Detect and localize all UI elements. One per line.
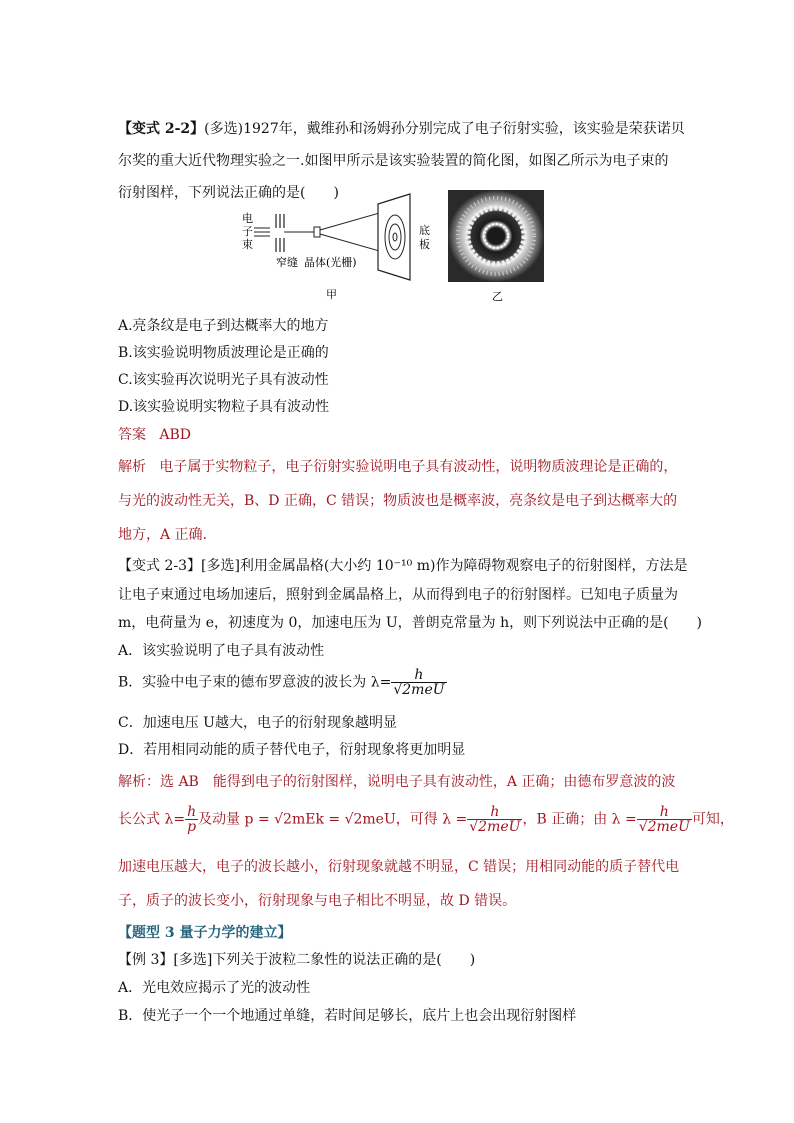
v23-option-d: D．若用相同动能的质子替代电子，衍射现象将更加明显: [118, 742, 466, 758]
v23-option-a: A．该实验说明了电子具有波动性: [118, 643, 325, 659]
v22-option-d: D.该实验说明实物粒子具有波动性: [118, 399, 330, 415]
v22-expl3: 地方，A 正确.: [118, 527, 208, 543]
ex3-option-a: A．光电效应揭示了光的波动性: [118, 980, 311, 996]
v22-expl1: 解析 电子属于实物粒子，电子衍射实验说明电子具有波动性，说明物质波理论是正确的，: [118, 459, 678, 475]
formula-wavelength: $\frac{h}{\text{√2meU}}$: [393, 667, 445, 698]
topic-heading: 【题型 3 量子力学的建立】: [118, 925, 292, 941]
v23-sol4: 子，质子的波长变小，衍射现象与电子相比不明显，故 D 错误。: [118, 893, 517, 909]
formula-lambda-1: $\frac{h}{\text{√2meU}}$: [469, 804, 521, 835]
v22-line1: 【变式 2-2】(多选)1927年，戴维孙和汤姆孙分别完成了电子衍射实验，该实验是荣获诺贝: [118, 121, 685, 137]
v22-tag: 【变式 2-2】: [118, 121, 205, 137]
fig-crystal-label: 晶体(光栅): [304, 256, 357, 269]
fig-plate-char2: 板: [419, 238, 430, 251]
v23-line1: 【变式 2-3】[多选]利用金属晶格(大小约 10⁻¹⁰ m)作为障碍物观察电子的衍射图样，方法是: [118, 558, 688, 574]
fig-beam-char3: 束: [242, 238, 253, 251]
v23-line3: m，电荷量为 e，初速度为 0，加速电压为 U，普朗克常量为 h，则下列说法中正确的是( ): [118, 615, 703, 631]
figure-diffraction-pattern: [448, 190, 548, 308]
formula-lambda-2: $\frac{h}{\text{√2meU}}$: [638, 804, 690, 835]
fig-beam-char1: 电: [242, 212, 253, 225]
formula-h-over-p: $\frac{h}{p}$: [187, 804, 197, 835]
v23-option-c: C．加速电压 U越大，电子的衍射现象越明显: [118, 715, 397, 731]
ex3-option-b: B．使光子一个一个地通过单缝，若时间足够长，底片上也会出现衍射图样: [118, 1008, 577, 1024]
v22-option-c: C.该实验再次说明光子具有波动性: [118, 372, 329, 388]
v22-expl2: 与光的波动性无关，B、D 正确，C 错误；物质波也是概率波，亮条纹是电子到达概率大的: [118, 493, 678, 509]
fig-slit-label: 窄缝: [276, 256, 298, 269]
fig-caption-a: 甲: [326, 288, 337, 301]
v22-option-b: B.该实验说明物质波理论是正确的: [118, 345, 329, 361]
v23-sol2: 长公式 λ= $\frac{h}{p}$ 及动量 p = √2mEk = √2meU，可得 λ = $\frac{h}{\text{√2meU}}$ ，B 正确；由 λ = $\frac{h}{\text{√2meU}}$ 可知，: [118, 804, 734, 835]
v22-answer: 答案 ABD: [118, 427, 191, 443]
fig-beam-char2: 子: [242, 225, 253, 238]
v23-tag: 【变式 2-3】: [118, 558, 201, 574]
fig-plate-char1: 底: [419, 224, 430, 237]
v22-option-a: A.亮条纹是电子到达概率大的地方: [118, 318, 329, 334]
v23-option-b: B．实验中电子束的德布罗意波的波长为 λ= $\frac{h}{\text{√2meU}}$: [118, 667, 445, 698]
v22-line2: 尔奖的重大近代物理实验之一.如图甲所示是该实验装置的简化图，如图乙所示为电子束的: [118, 153, 669, 169]
figure-apparatus: [240, 192, 440, 312]
fig-caption-b: 乙: [492, 290, 503, 303]
ex3-stem: 【例 3】[多选]下列关于波粒二象性的说法正确的是( ): [118, 952, 476, 968]
v23-sol3: 加速电压越大，电子的波长越小，衍射现象就越不明显，C 错误；用相同动能的质子替代电: [118, 859, 680, 875]
v23-sol1: 解析：选 AB 能得到电子的衍射图样，说明电子具有波动性，A 正确；由德布罗意波的波: [118, 774, 676, 790]
v23-line2: 让电子束通过电场加速后，照射到金属晶格上，从而得到电子的衍射图样。已知电子质量为: [118, 587, 678, 603]
v22-line3: 衍射图样，下列说法正确的是( ): [118, 185, 339, 201]
